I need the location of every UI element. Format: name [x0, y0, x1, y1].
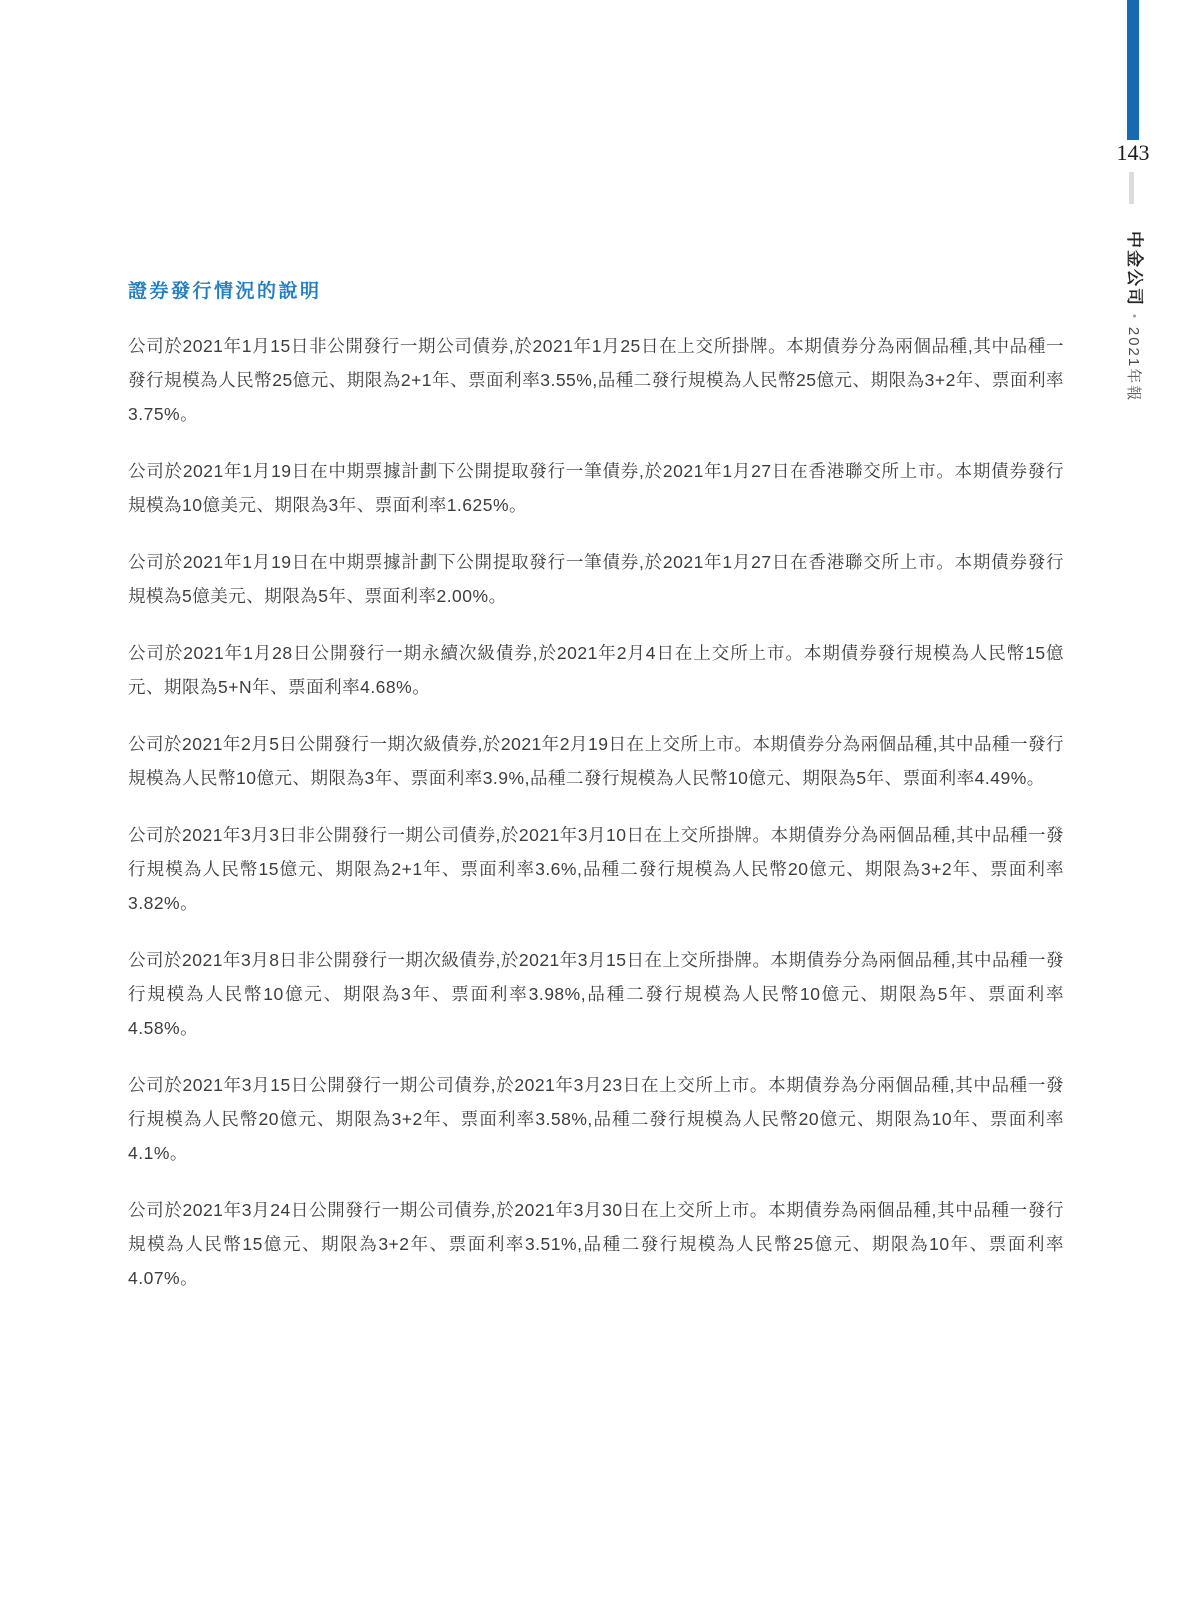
spine-separator-dot: • [1128, 314, 1140, 318]
paragraph-bond-mar8: 公司於2021年3月8日非公開發行一期次級債券,於2021年3月15日在上交所掛牌。本期債券分為兩個品種,其中品種一發行規模為人民幣10億元、期限為3年、票面利率3.98%,品種二發行規模為人民幣10億元、期限為5年、票面利率4.58%。 [128, 950, 1064, 1038]
page-number-divider [1129, 172, 1134, 204]
accent-bar [1127, 0, 1139, 140]
main-content [128, 276, 1064, 1318]
paragraph-bond-jan19-usd10: 公司於2021年1月19日在中期票據計劃下公開提取發行一筆債券,於2021年1月27日在香港聯交所上市。本期債券發行規模為10億美元、期限為3年、票面利率1.625%。 [128, 461, 1064, 515]
paragraph-bond-feb5: 公司於2021年2月5日公開發行一期次級債券,於2021年2月19日在上交所上市。本期債券分為兩個品種,其中品種一發行規模為人民幣10億元、期限為3年、票面利率3.9%,品種二發行規模為人民幣10億元、期限為5年、票面利率4.49%。 [128, 734, 1064, 788]
paragraph-bond-jan28: 公司於2021年1月28日公開發行一期永續次級債券,於2021年2月4日在上交所上市。本期債券發行規模為人民幣15億元、期限為5+N年、票面利率4.68%。 [128, 643, 1064, 697]
paragraph-bond-mar24: 公司於2021年3月24日公開發行一期公司債券,於2021年3月30日在上交所上市。本期債券為兩個品種,其中品種一發行規模為人民幣15億元、期限為3+2年、票面利率3.51%,品種二發行規模為人民幣25億元、期限為10年、票面利率4.07%。 [128, 1200, 1064, 1288]
spine-edition-label: 2021年報 [1125, 326, 1142, 403]
paragraph-bond-mar15: 公司於2021年3月15日公開發行一期公司債券,於2021年3月23日在上交所上市。本期債券為分兩個品種,其中品種一發行規模為人民幣20億元、期限為3+2年、票面利率3.58%,品種二發行規模為人民幣20億元、期限為10年、票面利率4.1%。 [128, 1075, 1064, 1163]
paragraph-bond-mar3: 公司於2021年3月3日非公開發行一期公司債券,於2021年3月10日在上交所掛牌。本期債券分為兩個品種,其中品種一發行規模為人民幣15億元、期限為2+1年、票面利率3.6%,品種二發行規模為人民幣20億元、期限為3+2年、票面利率3.82%。 [128, 825, 1064, 913]
paragraph-bond-jan19-usd5: 公司於2021年1月19日在中期票據計劃下公開提取發行一筆債券,於2021年1月27日在香港聯交所上市。本期債券發行規模為5億美元、期限為5年、票面利率2.00%。 [128, 552, 1064, 606]
section-heading: 證券發行情況的說明 [128, 281, 322, 302]
paragraph-bond-jan15: 公司於2021年1月15日非公開發行一期公司債券,於2021年1月25日在上交所掛牌。本期債券分為兩個品種,其中品種一發行規模為人民幣25億元、期限為2+1年、票面利率3.55%,品種二發行規模為人民幣25億元、期限為3+2年、票面利率3.75%。 [128, 336, 1064, 424]
spine-caption [1122, 231, 1145, 402]
page-number: 143 [1116, 140, 1150, 165]
spine-company-name: 中金公司 [1125, 231, 1144, 307]
